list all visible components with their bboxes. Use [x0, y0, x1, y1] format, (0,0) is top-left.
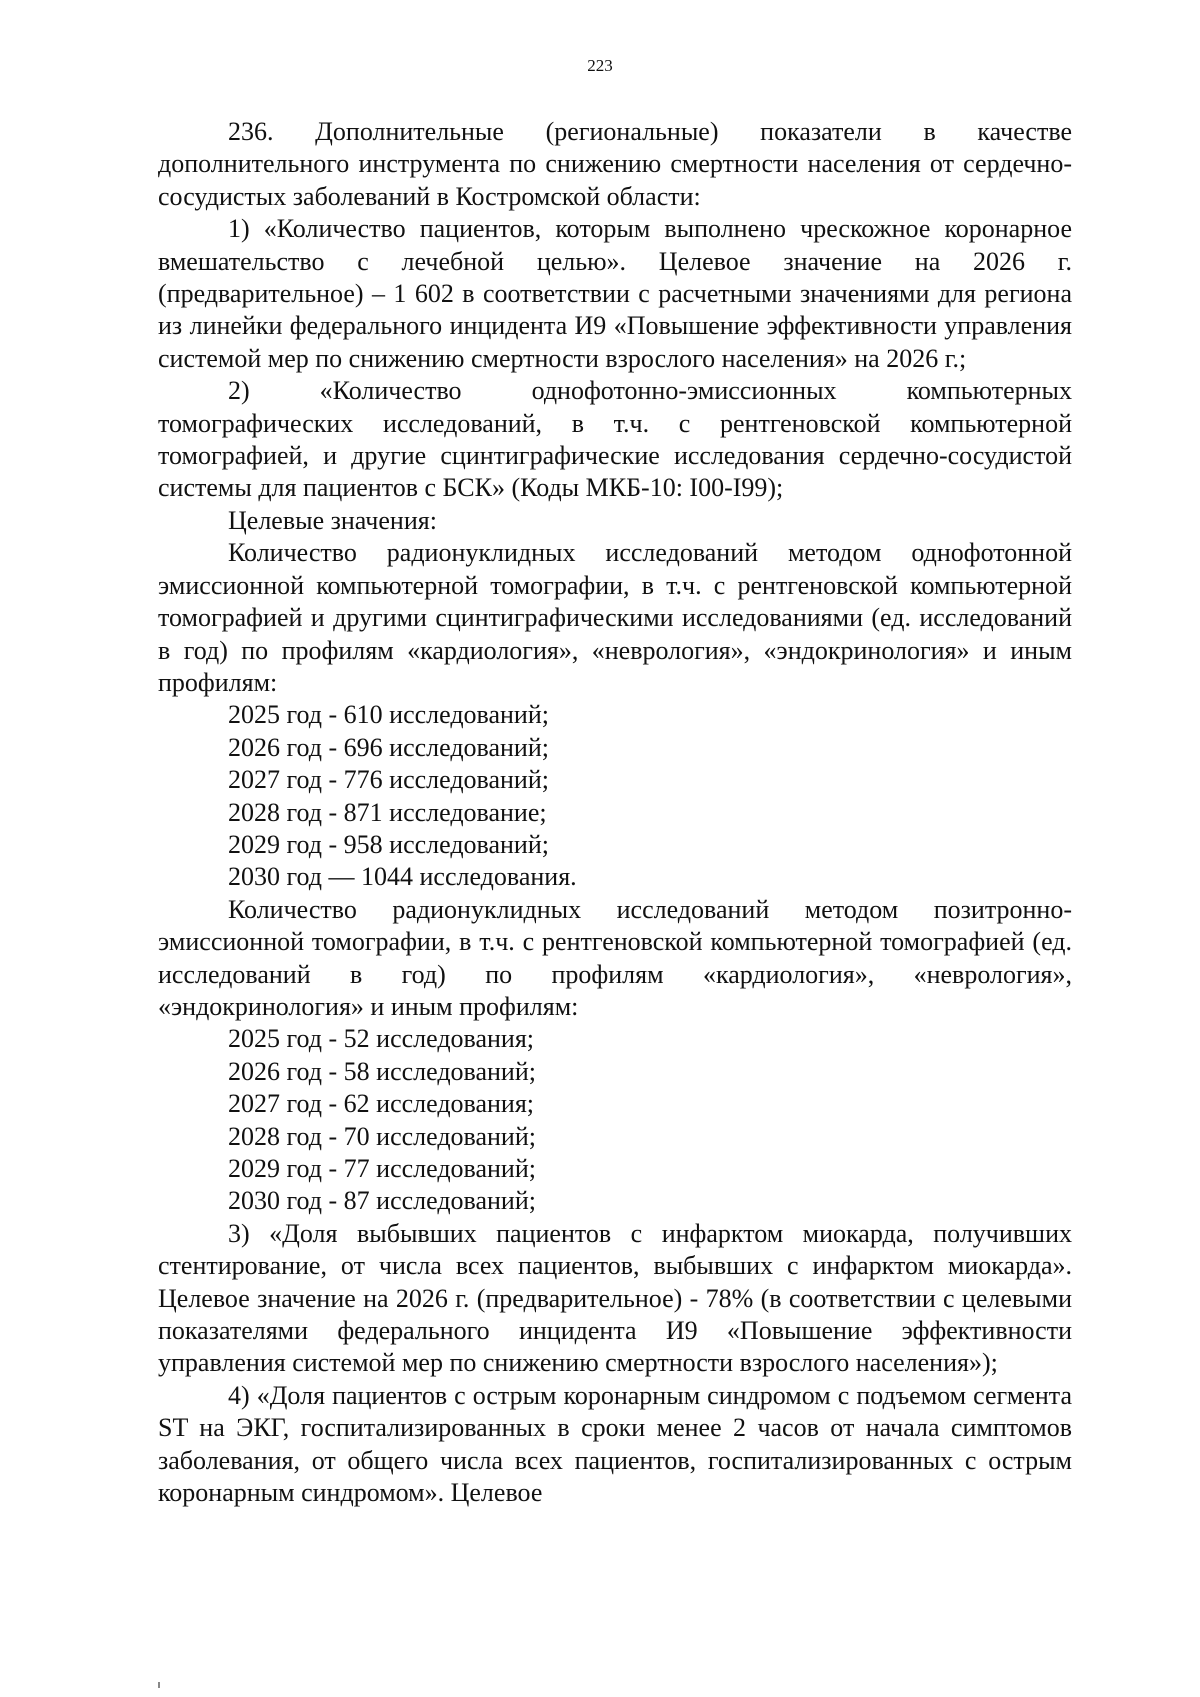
list-item: 2028 год - 871 исследование;: [228, 797, 547, 827]
list-item: 2030 год — 1044 исследования.: [228, 862, 577, 892]
indicator-3: 3) «Доля выбывших пациентов с инфарктом миокарда, получивших стентирование, от числа всех пациентов, выбывших с инфарктом миокарда». Целевое значение на 2026 г. (предварительное) - 78% (в соответствии с целевыми показателями федерального инцидента И9 «Повышение эффективности управления системой мер по снижению смертности взрослого населения»);: [158, 1218, 1072, 1378]
pet-target-list: [158, 1023, 1072, 1217]
paragraph-236: 236. Дополнительные (региональные) показатели в качестве дополнительного инструмента по снижению смертности населения от сердечно-сосудистых заболеваний в Костромской области:: [158, 117, 1072, 211]
list-item: 2028 год - 70 исследований;: [228, 1121, 536, 1151]
list-item: 2029 год - 958 исследований;: [228, 829, 549, 859]
indicator-1: 1) «Количество пациентов, которым выполнено чрескожное коронарное вмешательство с лечебной целью». Целевое значение на 2026 г. (предварительное) – 1 602 в соответствии с расчетными значениями для региона из линейки федерального инцидента И9 «Повышение эффективности управления системой мер по снижению смертности взрослого населения» на 2026 г.;: [158, 214, 1072, 373]
list-item: 2025 год - 610 исследований;: [228, 700, 549, 730]
list-item: 2029 год - 77 исследований;: [228, 1154, 536, 1183]
spect-target-list: [158, 699, 1072, 893]
list-item: 2030 год - 87 исследований;: [228, 1186, 536, 1216]
list-item: 2025 год - 52 исследования;: [228, 1024, 535, 1054]
targets-heading: Целевые значения:: [228, 505, 437, 535]
list-item: 2026 год - 58 исследований;: [228, 1056, 536, 1086]
indicator-4: 4) «Доля пациентов с острым коронарным синдромом с подъемом сегмента ST на ЭКГ, госпитализированных в сроки менее 2 часов от начала симптомов заболевания, от общего числа всех пациентов, госпитализированных с острым коронарным синдромом». Целевое: [158, 1380, 1072, 1508]
pet-intro: Количество радионуклидных исследований методом позитронно-эмиссионной томографии, в т.ч. с рентгеновской компьютерной томографией (ед. исследований в год) по профилям «кардиология», «неврология», «эндокринология» и иным профилям:: [158, 894, 1072, 1021]
scan-margin-mark: [158, 1682, 160, 1688]
indicator-2: 2) «Количество однофотонно-эмиссионных компьютерных томографических исследований, в т.ч. с рентгеновской компьютерной томографией, и другие сцинтиграфические исследования сердечно-сосудистой системы для пациентов с БСК» (Коды МКБ-10: I00-I99);: [158, 376, 1072, 503]
list-item: 2027 год - 776 исследований;: [228, 765, 549, 795]
list-item: 2026 год - 696 исследований;: [228, 732, 549, 762]
spect-intro: Количество радионуклидных исследований методом однофотонной эмиссионной компьютерной томографии, в т.ч. с рентгеновской компьютерной томографией и другими сцинтиграфическими исследованиями (ед. исследований в год) по профилям «кардиология», «неврология», «эндокринология» и иным профилям:: [158, 538, 1072, 697]
page-number: 223: [587, 56, 613, 75]
list-item: 2027 год - 62 исследования;: [228, 1089, 535, 1119]
document-body: [158, 116, 1072, 1509]
